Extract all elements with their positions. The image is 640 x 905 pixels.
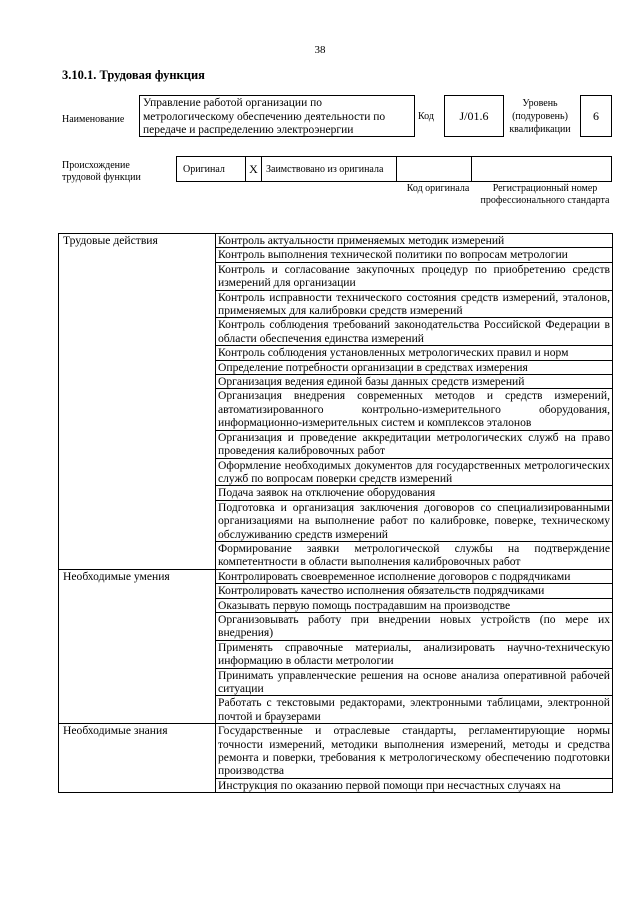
item-cell: Контроль исправности технического состояния средств измерений, эталонов, применяемых для калибровки средств измерений	[216, 290, 613, 318]
reg-number-label: Регистрационный номер профессионального стандарта	[480, 183, 610, 206]
item-cell: Оказывать первую помощь пострадавшим на производстве	[216, 598, 613, 612]
item-cell: Применять справочные материалы, анализировать научно-техническую информацию в области метрологии	[216, 640, 613, 668]
item-cell: Организовывать работу при внедрении новых устройств (по мере их внедрения)	[216, 612, 613, 640]
item-cell: Контролировать своевременное исполнение договоров с подрядчиками	[216, 569, 613, 583]
original-label: Оригинал	[176, 156, 246, 182]
qualification-level: 6	[580, 95, 612, 137]
page-number: 38	[314, 44, 326, 56]
item-cell: Оформление необходимых документов для государственных метрологических служб по вопросам поверки средств измерений	[216, 458, 613, 486]
borrowed-label: Заимствовано из оригинала	[261, 156, 397, 182]
function-name: Управление работой организации по метрологическому обеспечению деятельности по передаче и распределению электроэнергии	[139, 95, 415, 137]
level-label: Уровень (подуровень) квалификации	[509, 98, 571, 135]
origin-label: Происхождение трудовой функции	[62, 160, 141, 183]
item-cell: Организация внедрения современных методов и средств измерений, автоматизированного контрольно-измерительного оборудования, информационно-измерительных систем и комплексов эталонов	[216, 389, 613, 430]
item-cell: Контроль соблюдения установленных метрологических правил и норм	[216, 346, 613, 360]
function-table	[58, 233, 613, 793]
item-cell: Контроль актуальности применяемых методик измерений	[216, 234, 613, 248]
item-cell: Контролировать качество исполнения обязательств подрядчиками	[216, 584, 613, 598]
item-cell: Принимать управленческие решения на основе анализа оперативной рабочей ситуации	[216, 668, 613, 696]
item-cell: Работать с текстовыми редакторами, электронными таблицами, электронной почтой и браузерами	[216, 696, 613, 724]
item-cell: Подача заявок на отключение оборудования	[216, 486, 613, 500]
item-cell: Организация и проведение аккредитации метрологических служб на право проведения калибровочных работ	[216, 430, 613, 458]
category-cell: Необходимые умения	[59, 569, 216, 723]
reg-number-cell	[471, 156, 612, 182]
item-cell: Контроль соблюдения требований законодательства Российской Федерации в области обеспечения единства измерений	[216, 318, 613, 346]
category-cell: Трудовые действия	[59, 234, 216, 570]
code-original-cell	[396, 156, 472, 182]
name-label: Наименование	[62, 114, 125, 125]
item-cell: Инструкция по оказанию первой помощи при несчастных случаях на	[216, 778, 613, 792]
item-cell: Формирование заявки метрологической службы на подтверждение компетентности в области выполнения калибровочных работ	[216, 541, 613, 569]
category-cell: Необходимые знания	[59, 724, 216, 793]
table-row	[59, 234, 613, 248]
original-mark: X	[245, 156, 262, 182]
table-row	[59, 724, 613, 779]
item-cell: Государственные и отраслевые стандарты, регламентирующие нормы точности измерений, методики выполнения измерений, методы и средства ремонта и поверки, требования к метрологическому обеспечению подготовки производства	[216, 724, 613, 779]
table-row	[59, 569, 613, 583]
section-title: 3.10.1. Трудовая функция	[62, 68, 205, 82]
item-cell: Организация ведения единой базы данных средств измерений	[216, 375, 613, 389]
item-cell: Контроль и согласование закупочных процедур по приобретению средств измерений для организации	[216, 262, 613, 290]
function-code: J/01.6	[444, 95, 504, 137]
code-original-label: Код оригинала	[406, 183, 470, 194]
item-cell: Контроль выполнения технической политики по вопросам метрологии	[216, 248, 613, 262]
origin-row	[176, 156, 612, 182]
code-label: Код	[418, 111, 434, 122]
item-cell: Определение потребности организации в средствах измерения	[216, 360, 613, 374]
item-cell: Подготовка и организация заключения договоров со специализированными организациями на выполнение работ по калибровке, поверке, техническому обслуживанию средств измерений	[216, 500, 613, 541]
